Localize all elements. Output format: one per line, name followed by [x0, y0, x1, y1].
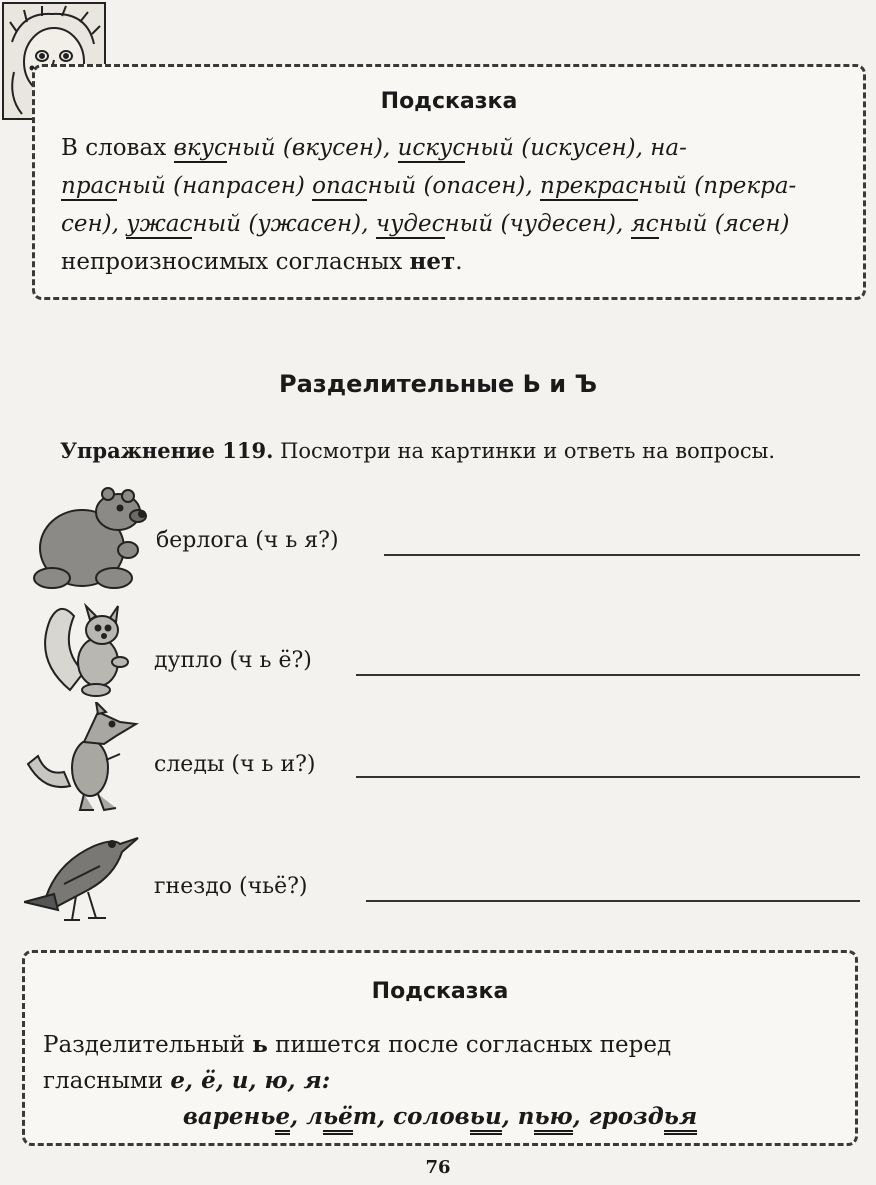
- word-ending: ный: [465, 135, 514, 161]
- answer-line[interactable]: [356, 776, 860, 778]
- hint-title: Подсказка: [380, 89, 518, 114]
- word-short-form: ный (яс: [658, 211, 752, 237]
- word-root: ужас: [126, 211, 193, 237]
- section-title: Разделительные Ь и Ъ: [278, 370, 597, 398]
- example-word: , л: [290, 1103, 323, 1130]
- crow-icon: [24, 824, 140, 924]
- word-short-form: ный (напрас: [117, 173, 268, 199]
- hint-text-fragment: .: [455, 249, 463, 275]
- word-root: чудес: [375, 211, 445, 237]
- word-ending: ный: [226, 135, 276, 161]
- word-root: яс: [630, 211, 659, 237]
- page-number: 76: [425, 1157, 451, 1178]
- task-row-bear: [0, 478, 876, 598]
- example-word: , грозд: [572, 1103, 664, 1130]
- answer-line[interactable]: [384, 554, 860, 556]
- hint-text-fragment: гласными: [43, 1068, 171, 1094]
- example-word: т, солов: [352, 1103, 470, 1130]
- example-highlight: ью: [534, 1103, 572, 1135]
- hint-examples: [43, 1099, 837, 1135]
- word-short-form: ный (прекра-: [638, 173, 797, 199]
- hint-box-unpronounceable-consonants: [32, 64, 866, 300]
- hint-box-separating-soft-sign: [22, 950, 858, 1146]
- task-label: берлога (ч ь я?): [156, 528, 339, 553]
- example-highlight: ьи: [470, 1103, 502, 1135]
- hint-bold-letters: е, ё, и, ю, я:: [170, 1067, 331, 1094]
- word-root: вкус: [173, 135, 227, 161]
- task-label: гнездо (чьё?): [154, 874, 308, 899]
- word-short-form: ный (чудес: [444, 211, 579, 237]
- word-root: искус: [397, 135, 466, 161]
- exercise-number: Упражнение 119.: [60, 438, 274, 463]
- example-word: варень: [182, 1103, 276, 1130]
- exercise-instruction: [60, 438, 775, 463]
- task-row-crow: [0, 824, 876, 944]
- fox-icon: [24, 702, 144, 814]
- task-label: дупло (ч ь ё?): [154, 648, 312, 673]
- word-short-form: (вкус: [275, 135, 346, 161]
- word-short-form: ный (ужас: [192, 211, 324, 237]
- task-row-fox: [0, 702, 876, 822]
- hint-bold-word: нет: [409, 248, 456, 275]
- word-short-form-ending: ен),: [487, 173, 541, 199]
- example-highlight: е: [275, 1103, 290, 1135]
- hint-title: Подсказка: [371, 979, 509, 1004]
- hint-text-fragment: пишется после согласных перед: [267, 1032, 672, 1058]
- hint-text-fragment: непроизносимых согласных: [61, 249, 410, 275]
- word-short-form-ending: ен),: [345, 135, 398, 161]
- word-short-form-ending: ен): [751, 211, 790, 237]
- word-short-form-ending: ен),: [323, 211, 376, 237]
- answer-line[interactable]: [366, 900, 860, 902]
- hint-text-fragment: В словах: [61, 135, 174, 161]
- task-row-squirrel: [0, 598, 876, 718]
- example-highlight: ьё: [323, 1103, 353, 1135]
- hint-text-fragment: Разделительный: [43, 1032, 253, 1058]
- word-root: прас: [61, 173, 118, 199]
- answer-line[interactable]: [356, 674, 860, 676]
- word-short-form-ending: ен),: [578, 211, 631, 237]
- example-word: , п: [501, 1103, 535, 1130]
- squirrel-icon: [40, 600, 130, 700]
- word-short-form-ending: ен): [267, 173, 313, 199]
- exercise-text: Посмотри на картинки и ответь на вопросы.: [273, 439, 775, 463]
- example-highlight: ья: [664, 1103, 697, 1135]
- word-short-form-ending: ен), на-: [597, 135, 687, 161]
- hint-bold-letter: ь: [252, 1031, 268, 1058]
- hint-text: [61, 129, 843, 281]
- word-short-form: ный (опас: [367, 173, 488, 199]
- word-root: прекрас: [540, 173, 639, 199]
- hint-text: [43, 1027, 837, 1135]
- bear-icon: [30, 480, 150, 592]
- task-label: следы (ч ь и?): [154, 752, 316, 777]
- word-root: опас: [312, 173, 368, 199]
- word-short-form-ending: сен),: [61, 211, 127, 237]
- word-short-form: (искус: [513, 135, 598, 161]
